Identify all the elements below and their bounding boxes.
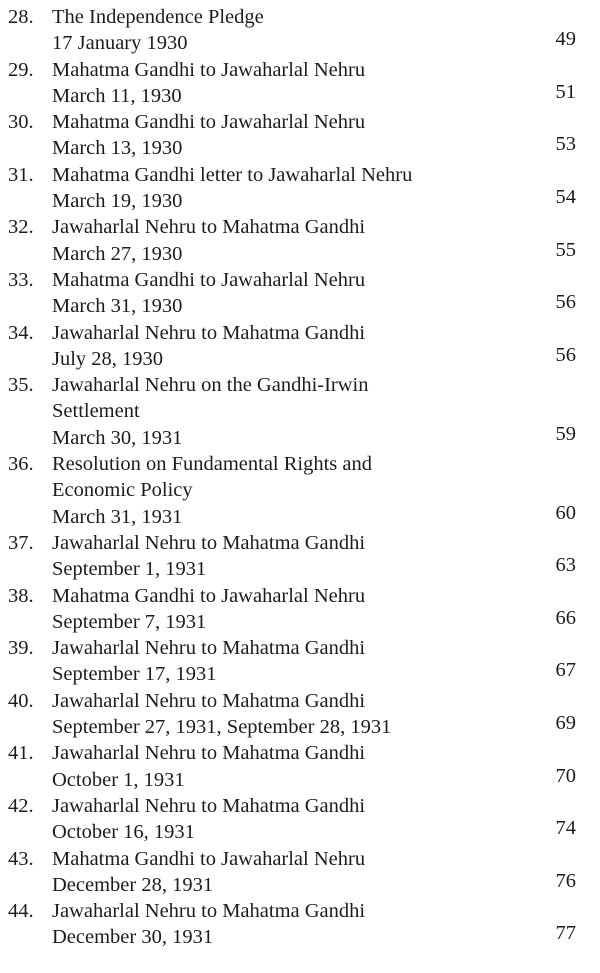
page-number: 69 bbox=[555, 712, 576, 735]
entry-date: March 31, 1930 bbox=[52, 295, 183, 318]
entry-title-line: Jawaharlal Nehru to Mahatma Gandhi bbox=[52, 795, 366, 817]
page-number: 53 bbox=[555, 133, 576, 156]
entry-number: 32. bbox=[8, 216, 34, 239]
entry-number: 39. bbox=[8, 637, 34, 660]
entry-date: 17 January 1930 bbox=[52, 32, 188, 55]
entry-number: 44. bbox=[8, 900, 34, 923]
entry-title-block bbox=[52, 372, 522, 451]
entry-number: 28. bbox=[8, 6, 34, 28]
entry-title-line: Mahatma Gandhi to Jawaharlal Nehru bbox=[52, 847, 366, 870]
entry-title-line: Jawaharlal Nehru to Mahatma Gandhi bbox=[52, 689, 366, 712]
entry-number: 43. bbox=[8, 847, 34, 870]
entry-number: 40. bbox=[8, 689, 34, 712]
entry-date: September 17, 1931 bbox=[52, 663, 217, 686]
page-number: 56 bbox=[555, 291, 576, 314]
entry-date: December 28, 1931 bbox=[52, 873, 214, 896]
entry-number: 33. bbox=[8, 269, 34, 291]
entry-title-line: Jawaharlal Nehru to Mahatma Gandhi bbox=[52, 321, 366, 344]
page-number: 63 bbox=[555, 554, 576, 577]
entry-number: 35. bbox=[8, 374, 34, 397]
page-number: 77 bbox=[555, 922, 576, 945]
entry-title-block bbox=[52, 451, 522, 530]
page-number: 49 bbox=[555, 28, 576, 51]
entry-title-block bbox=[52, 109, 522, 162]
entry-date: September 1, 1931 bbox=[52, 558, 207, 581]
entry-title-line: Jawaharlal Nehru to Mahatma Gandhi bbox=[52, 900, 366, 923]
entry-date: March 31, 1931 bbox=[52, 505, 183, 528]
entry-title-line: Jawaharlal Nehru on the Gandhi-Irwin bbox=[52, 374, 369, 397]
entry-date: September 7, 1931 bbox=[52, 610, 207, 633]
entry-title-line: Mahatma Gandhi to Jawaharlal Nehru bbox=[52, 111, 366, 134]
entry-number: 41. bbox=[8, 742, 34, 765]
entry-date: March 30, 1931 bbox=[52, 426, 183, 449]
entry-number: 30. bbox=[8, 111, 34, 134]
entry-title-line: Mahatma Gandhi to Jawaharlal Nehru bbox=[52, 58, 366, 81]
entry-title-line: Resolution on Fundamental Rights and bbox=[52, 453, 373, 476]
entry-title-block bbox=[52, 320, 522, 373]
entry-title-line: Mahatma Gandhi to Jawaharlal Nehru bbox=[52, 584, 366, 607]
page-number: 76 bbox=[555, 869, 576, 892]
entry-number: 42. bbox=[8, 795, 34, 817]
page-number: 54 bbox=[555, 186, 576, 209]
entry-title-block bbox=[52, 530, 522, 583]
page-number: 70 bbox=[555, 764, 576, 787]
entry-date: March 27, 1930 bbox=[52, 242, 183, 265]
entry-date: March 19, 1930 bbox=[52, 190, 183, 213]
page-number: 67 bbox=[555, 659, 576, 682]
entry-title-line: Jawaharlal Nehru to Mahatma Gandhi bbox=[52, 637, 366, 660]
entry-title-line: Mahatma Gandhi letter to Jawaharlal Nehru bbox=[52, 163, 413, 186]
page-number: 60 bbox=[555, 501, 576, 524]
page-number: 66 bbox=[555, 606, 576, 629]
entry-number: 29. bbox=[8, 58, 34, 81]
page-number: 51 bbox=[555, 80, 576, 103]
entry-title-block bbox=[52, 267, 522, 320]
entry-date: October 16, 1931 bbox=[52, 821, 195, 844]
entry-title-block bbox=[52, 162, 522, 215]
entry-title-block bbox=[52, 214, 522, 267]
entry-number: 36. bbox=[8, 453, 34, 476]
entry-title-block bbox=[52, 846, 522, 899]
entry-title-line: Settlement bbox=[52, 400, 140, 423]
entry-title-line: Jawaharlal Nehru to Mahatma Gandhi bbox=[52, 742, 366, 765]
entry-title-line: Mahatma Gandhi to Jawaharlal Nehru bbox=[52, 269, 366, 291]
entry-title-block bbox=[52, 740, 522, 793]
entry-number: 31. bbox=[8, 163, 34, 186]
entry-date: September 27, 1931, September 28, 1931 bbox=[52, 716, 392, 739]
entry-title-block bbox=[52, 688, 522, 741]
entry-title-line: Economic Policy bbox=[52, 479, 193, 502]
entry-number: 38. bbox=[8, 584, 34, 607]
entry-date: July 28, 1930 bbox=[52, 347, 164, 370]
entry-date: March 11, 1930 bbox=[52, 84, 182, 107]
entry-title-block bbox=[52, 583, 522, 636]
entry-title-block bbox=[52, 4, 522, 57]
entry-date: December 30, 1931 bbox=[52, 926, 214, 949]
entry-title-block bbox=[52, 898, 522, 951]
entry-number: 37. bbox=[8, 532, 34, 554]
entry-title-line: Jawaharlal Nehru to Mahatma Gandhi bbox=[52, 216, 366, 239]
entry-date: October 1, 1931 bbox=[52, 768, 185, 791]
entry-title-block bbox=[52, 635, 522, 688]
entry-date: March 13, 1930 bbox=[52, 137, 183, 160]
entry-title-block bbox=[52, 793, 522, 846]
page-number: 55 bbox=[555, 238, 576, 261]
entry-title-line: The Independence Pledge bbox=[52, 6, 264, 28]
page-number: 59 bbox=[555, 422, 576, 445]
entry-number: 34. bbox=[8, 321, 34, 344]
page-number: 56 bbox=[555, 343, 576, 366]
entry-title-block bbox=[52, 57, 522, 110]
entry-title-line: Jawaharlal Nehru to Mahatma Gandhi bbox=[52, 532, 366, 554]
page-number: 74 bbox=[555, 817, 576, 840]
